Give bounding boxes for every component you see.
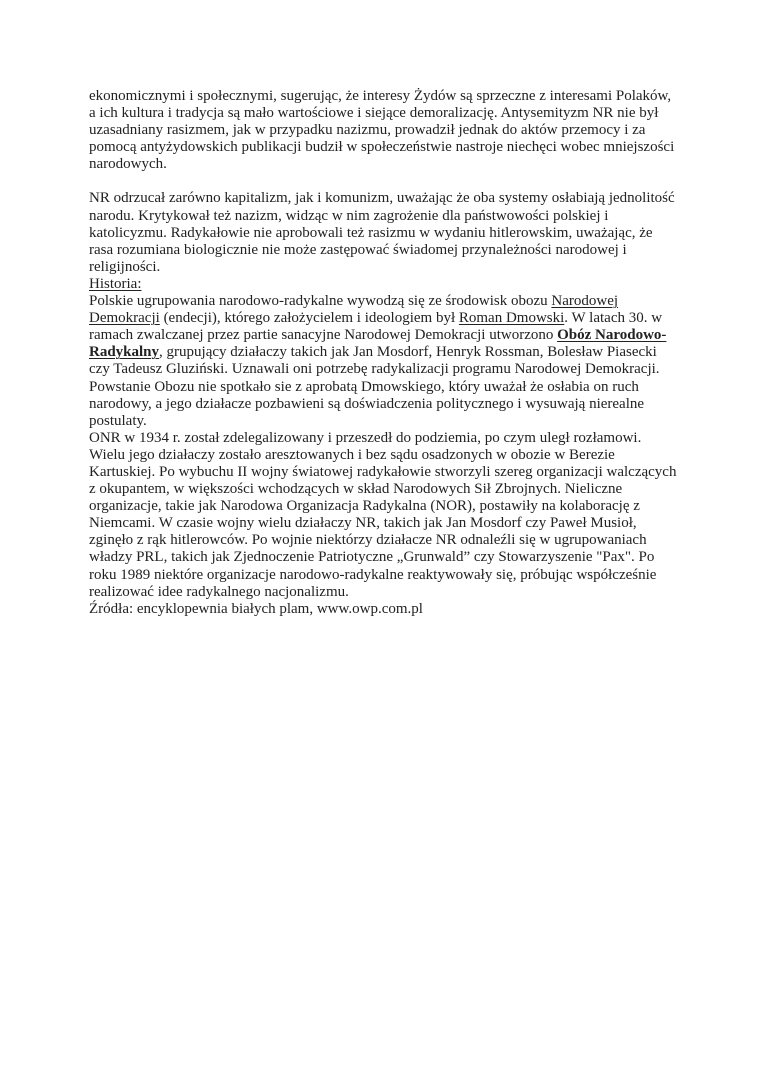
paragraph-history-onr: ONR w 1934 r. został zdelegalizowany i przeszedł do podziemia, po czym uległ rozłamowi. Wielu jego działaczy zostało aresztowanych i bez sądu osadzonych w obozie w Berezie Kartuskiej. Po wybuchu II wojny światowej radykałowie stworzyli szereg organizacji walczących z okupantem, w większości wchodzących w skład Narodowych Sił Zbrojnych. Nieliczne organizacje, takie jak Narodowa Organizacja Radykalna (NOR), postawiły na kolaborację z Niemcami. W czasie wojny wielu działaczy NR, takich jak Jan Mosdorf czy Paweł Musioł, zginęło z rąk hitlerowców. Po wojnie niektórzy działacze NR odnaleźli się w ugrupowaniach władzy PRL, takich jak Zjednoczenie Patriotyczne „Grunwald” czy Stowarzyszenie "Pax". Po roku 1989 niektóre organizacje narodowo-radykalne reaktywowały się, próbując współcześnie realizować idee radykalnego nacjonalizmu.: [89, 429, 677, 600]
history-text-3: . W latach 30. w ramach zwalczanej przez partie sanacyjne Narodowej Demokracji utworzono: [89, 310, 663, 344]
history-text-4: , grupujący działaczy takich jak Jan Mosdorf, Henryk Rossman, Bolesław Piasecki czy Tadeusz Gluziński. Uznawali oni potrzebę radykalizacji programu Narodowej Demokracji. Powstanie Obozu nie spotkało sie z aprobatą Dmowskiego, który uważał że osłabia on ruch narodowy, a jego działacze pozbawieni są doświadczenia politycznego i wysuwają nierealne postulaty.: [89, 344, 660, 429]
paragraph-antisemitism: ekonomicznymi i społecznymi, sugerując, że interesy Żydów są sprzeczne z interesami Polaków, a ich kultura i tradycja są mało wartościowe i siejące demoralizację. Antysemityzm NR nie był uzasadniany rasizmem, jak w przypadku nazizmu, prowadził jednak do aktów przemocy i za pomocą antyżydowskich publikacji budził w społeczeństwie nastroje niechęci wobec mniejszości narodowych.: [89, 88, 675, 173]
paragraph-history-origins: [89, 293, 679, 430]
link-narodowa-demokracja[interactable]: Narodowej Demokracji: [89, 293, 619, 327]
section-heading-historia: Historia:: [89, 275, 142, 292]
history-text-2: (endecji), którego założycielem i ideologiem był: [159, 310, 459, 327]
document-page: [89, 88, 679, 618]
history-text-1: Polskie ugrupowania narodowo-radykalne wywodzą się ze środowisk obozu: [89, 293, 552, 310]
paragraph-ideology: NR odrzucał zarówno kapitalizm, jak i komunizm, uważając że oba systemy osłabiają jednolitość narodu. Krytykował też nazizm, widząc w nim zagrożenie dla państwowości polskiej i katolicyzmu. Radykałowie nie aprobowali też rasizmu w wydaniu hitlerowskim, uważając, że rasa rozumiana biologicznie nie może zastępować świadomej przynależności narodowej i religijności.: [89, 190, 675, 275]
link-roman-dmowski[interactable]: Roman Dmowski: [458, 310, 565, 327]
sources-line: Źródła: encyklopewnia białych plam, www.owp.com.pl: [89, 600, 423, 617]
link-oboz-narodowo-radykalny[interactable]: Obóz Narodowo-Radykalny: [89, 327, 667, 361]
paragraph-spacer: [89, 173, 679, 190]
